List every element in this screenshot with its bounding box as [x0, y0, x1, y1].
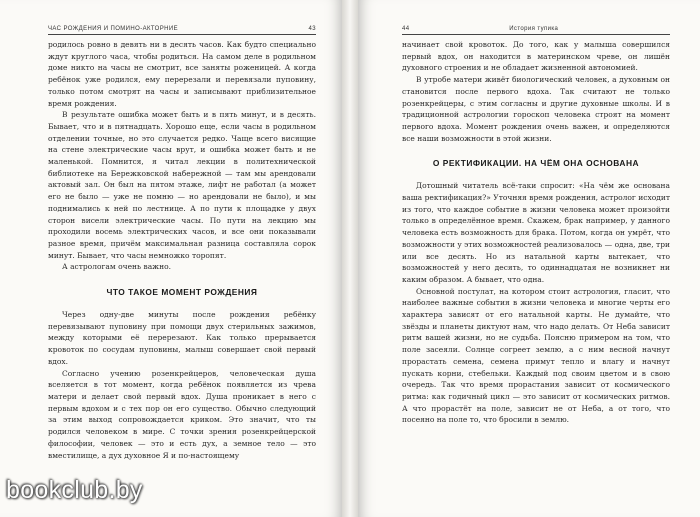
- left-running-header: [48, 20, 316, 32]
- body-paragraph: Согласно учению розенкрейцеров, человеческая душа вселяется в тот момент, когда ребёнок появляется из чрева матери и делает свой первый вдох. Душа проникает в него с первым вдохом и с тех пор он его существо. Обычно следующий за этим выход сопровождается криком. Это значит, что ты родился человеком в мире. С точки зрения розенкрейцерской философии, человек — это и есть дух, а земное тело — это вместилище, а дух духовное Я и по-настоящему: [48, 368, 316, 460]
- left-header-title: ЧАС РОЖДЕНИЯ И ПОМИНО-АКТОРНИЕ: [48, 26, 179, 32]
- right-page-number: 44: [402, 26, 410, 32]
- body-paragraph: родилось ровно в девять ни в десять часов. Как будто специально ждут круглого часа, чтобы родиться. На самом деле в родильном доме никто на часы не смотрит, все заняты роженицей. А когда ребёнок уже родился, ему перерезали и перевязали пуповину, только потом смотрят на часы и записывают приблизительное время рождения.: [48, 40, 316, 108]
- body-paragraph: В результате ошибка может быть и в пять минут, и в десять. Бывает, что и в пятнадцать. Хорошо еще, если часы в родильном отделении точные, но это случается редко. Чаще всего висящие на стене электрические часы врут, и ошибка может быть и не маленькой. Помнится, я читал лекции в политехнической библиотеке на Бережковской набережной — там мы арендовали актовый зал. Он был на пятом этаже, лифт не работал (а может его не было — уже не помню — но арендовали не было), и мы поднимались к ней по лестнице. А по пути к площадке у двух сторон висели электрические часы. По пути на лекцию мы проходили восемь электрических часов, и все они показывали разное время, причём максимальная разница составляла сорок минут. Бывает, что часы немножко торопят.: [48, 110, 316, 260]
- left-page-number: 43: [308, 26, 316, 32]
- right-page: [358, 0, 700, 517]
- site-watermark: bookclub.by: [6, 476, 143, 504]
- body-paragraph: Через одну-две минуты после рождения ребёнку перевязывают пуповину при помощи двух стерильных зажимов, между которыми её перерезают. Как только прерывается кровоток по сосудам пуповины, малыш совершает свой первый вдох.: [48, 310, 316, 366]
- left-page: [0, 0, 342, 517]
- body-paragraph: Основной постулат, на котором стоит астрология, гласит, что наиболее важные события в жизни человека и многие черты его характера зависят от его натальной карты. Не думайте, что звёзды и планеты диктуют нам, что надо делать. От Неба зависит ритм вашей жизни, но не судьба. Поясню примером на том, что поле засеяли. Солнце согреет землю, а с ним весной начнут прорастать семена, семена примут тепло и влагу и начнут пускать корни, стебельки. Каждый под своим цветом и в свою очередь. Так что время прорастания зависит от космического ритма: как годичный цикл — это зависит от космических ритмов. А что прорастёт на поле, зависит не от Неба, а от того, что посеяно на поле то, что бросили в землю.: [402, 286, 670, 425]
- right-header-rule: [402, 34, 670, 35]
- body-paragraph: Дотошный читатель всё-таки спросит: «На чём же основана ваша ректификация?» Уточняя время рождения, астролог исходит из того, что каждое событие в жизни человека может произойти только в определённое время. Скажем, брак например, у данного человека есть возможность для брака. Потом, когда он умрёт, что возможности у этих возможностей реализовалось — одна, две, три или все десять. Но из натальной карты вытекает, что возможностей у него десять, то одиннадцатая не возникнет ни каким образом. А бывает, что одна.: [402, 181, 670, 284]
- body-paragraph: В утробе матери живёт биологический человек, а духовным он становится после первого вдоха. Так считают не только розенкрейцеры, с этим согласны и другие духовные школы. И в традиционной астрологии гороскоп человека строят на момент первого вдоха. Момент рождения очень важен, и определяются все наши возможности в этой жизни.: [402, 75, 670, 143]
- right-running-header: [402, 20, 670, 32]
- body-paragraph: начинает свой кровоток. До того, как у малыша совершился первый вдох, он находится в материнском чреве, он лишён духовного строения и не обладает жизненной автономией.: [402, 40, 670, 73]
- body-paragraph: А астрологам очень важно.: [62, 262, 171, 272]
- section-heading: О РЕКТИФИКАЦИИ. НА ЧЁМ ОНА ОСНОВАНА: [432, 158, 640, 169]
- section-heading: ЧТО ТАКОЕ МОМЕНТ РОЖДЕНИЯ: [106, 287, 258, 298]
- left-header-rule: [48, 34, 316, 35]
- right-header-title: История тупика: [509, 26, 559, 32]
- book-gutter: [342, 0, 358, 517]
